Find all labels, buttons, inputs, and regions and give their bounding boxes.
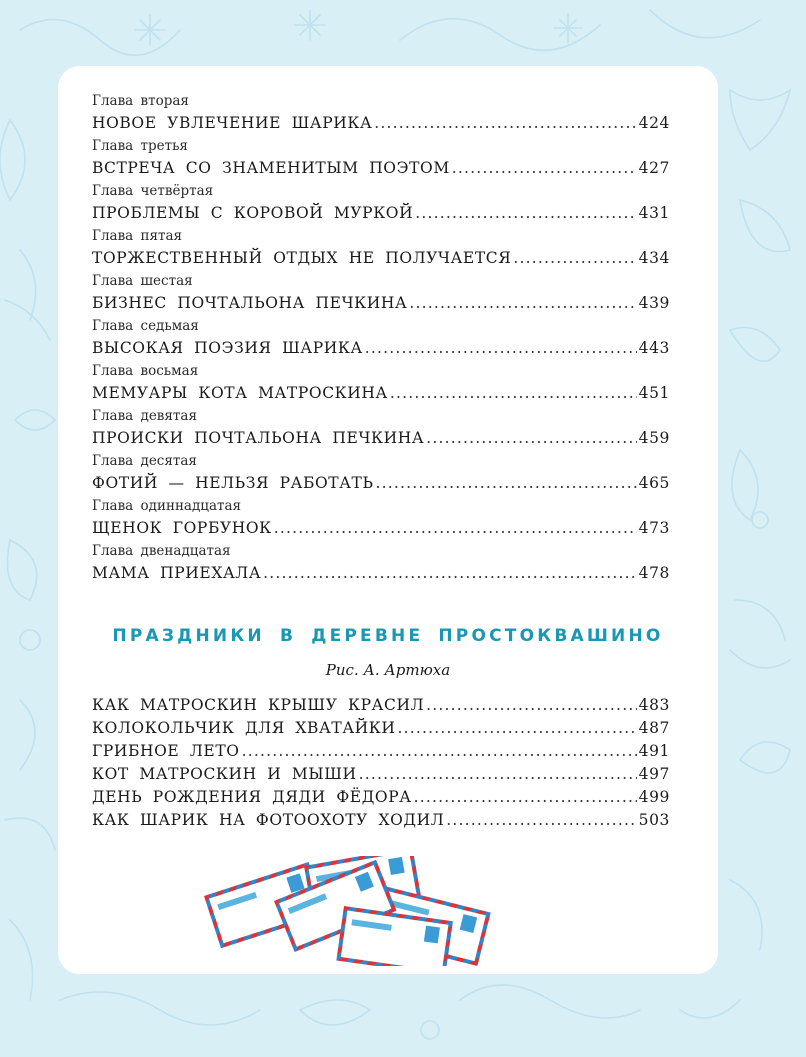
chapter-label: Глава девятая xyxy=(92,408,197,424)
toc-entry[interactable] xyxy=(92,202,670,225)
entry-title: МАМА ПРИЕХАЛА xyxy=(92,564,262,582)
dot-leader xyxy=(398,717,637,740)
chapter-label: Глава шестая xyxy=(92,273,193,289)
chapter-label: Глава третья xyxy=(92,138,188,154)
toc-entry[interactable] xyxy=(92,112,670,135)
dot-leader xyxy=(513,247,636,270)
entry-title: ТОРЖЕСТВЕННЫЙ ОТДЫХ НЕ ПОЛУЧАЕТСЯ xyxy=(92,249,512,267)
page-number: 424 xyxy=(638,114,670,132)
chapter-label: Глава вторая xyxy=(92,93,189,109)
entry-title: БИЗНЕС ПОЧТАЛЬОНА ПЕЧКИНА xyxy=(92,294,408,312)
toc-entry[interactable] xyxy=(92,717,670,740)
toc-entry[interactable] xyxy=(92,472,670,495)
entry-title: НОВОЕ УВЛЕЧЕНИЕ ШАРИКА xyxy=(92,114,373,132)
envelopes-pile-icon xyxy=(184,856,514,966)
toc-entry[interactable] xyxy=(92,427,670,450)
table-of-contents xyxy=(92,90,670,585)
toc-entry[interactable] xyxy=(92,337,670,360)
toc-entry[interactable] xyxy=(92,740,670,763)
dot-leader xyxy=(374,112,636,135)
chapter-label: Глава восьмая xyxy=(92,363,199,379)
toc-entry[interactable] xyxy=(92,562,670,585)
page-number: 499 xyxy=(638,788,670,806)
table-of-contents-section xyxy=(92,694,670,832)
page-number: 439 xyxy=(638,294,670,312)
chapter-label: Глава одиннадцатая xyxy=(92,498,242,514)
entry-title: ДЕНЬ РОЖДЕНИЯ ДЯДИ ФЁДОРА xyxy=(92,788,412,806)
entry-title: МЕМУАРЫ КОТА МАТРОСКИНА xyxy=(92,384,388,402)
page-number: 487 xyxy=(638,719,670,737)
page-number: 427 xyxy=(638,159,670,177)
chapter-label: Глава седьмая xyxy=(92,318,199,334)
page-number: 473 xyxy=(638,519,670,537)
dot-leader xyxy=(359,763,637,786)
dot-leader xyxy=(452,157,637,180)
entry-title: ФОТИЙ — НЕЛЬЗЯ РАБОТАТЬ xyxy=(92,474,374,492)
entry-title: ГРИБНОЕ ЛЕТО xyxy=(92,742,240,760)
entry-title: ВЫСОКАЯ ПОЭЗИЯ ШАРИКА xyxy=(92,339,363,357)
toc-entry[interactable] xyxy=(92,809,670,832)
toc-entry[interactable] xyxy=(92,517,670,540)
page-number: 434 xyxy=(638,249,670,267)
dot-leader xyxy=(242,740,637,763)
dot-leader xyxy=(409,292,636,315)
dot-leader xyxy=(365,337,637,360)
page-number: 431 xyxy=(638,204,670,222)
page-number: 465 xyxy=(638,474,670,492)
entry-title: КАК ШАРИК НА ФОТООХОТУ ХОДИЛ xyxy=(92,811,445,829)
dot-leader xyxy=(426,694,636,717)
illustrator-credit: Рис. А. Артюха xyxy=(325,661,451,679)
page-number: 503 xyxy=(638,811,670,829)
entry-title: КОТ МАТРОСКИН И МЫШИ xyxy=(92,765,357,783)
dot-leader xyxy=(426,427,636,450)
toc-entry[interactable] xyxy=(92,694,670,717)
page-number: 451 xyxy=(638,384,670,402)
toc-entry[interactable] xyxy=(92,292,670,315)
dot-leader xyxy=(390,382,637,405)
entry-title: ВСТРЕЧА СО ЗНАМЕНИТЫМ ПОЭТОМ xyxy=(92,159,450,177)
toc-entry[interactable] xyxy=(92,786,670,809)
chapter-label: Глава четвёртая xyxy=(92,183,214,199)
page-number: 478 xyxy=(638,564,670,582)
toc-entry[interactable] xyxy=(92,763,670,786)
page-number: 497 xyxy=(638,765,670,783)
dot-leader xyxy=(376,472,637,495)
page-number: 443 xyxy=(638,339,670,357)
entry-title: ПРОИСКИ ПОЧТАЛЬОНА ПЕЧКИНА xyxy=(92,429,425,447)
dot-leader xyxy=(263,562,636,585)
dot-leader xyxy=(415,202,636,225)
entry-title: КАК МАТРОСКИН КРЫШУ КРАСИЛ xyxy=(92,696,425,714)
dot-leader xyxy=(414,786,637,809)
entry-title: КОЛОКОЛЬЧИК ДЛЯ ХВАТАЙКИ xyxy=(92,719,396,737)
entry-title: ЩЕНОК ГОРБУНОК xyxy=(92,519,272,537)
page-number: 491 xyxy=(638,742,670,760)
entry-title: ПРОБЛЕМЫ С КОРОВОЙ МУРКОЙ xyxy=(92,204,414,222)
section-title: ПРАЗДНИКИ В ДЕРЕВНЕ ПРОСТОКВАШИНО xyxy=(112,626,664,646)
chapter-label: Глава десятая xyxy=(92,453,197,469)
chapter-label: Глава пятая xyxy=(92,228,183,244)
dot-leader xyxy=(446,809,636,832)
dot-leader xyxy=(274,517,637,540)
toc-entry[interactable] xyxy=(92,382,670,405)
page-number: 483 xyxy=(638,696,670,714)
toc-entry[interactable] xyxy=(92,157,670,180)
page-number: 459 xyxy=(638,429,670,447)
toc-entry[interactable] xyxy=(92,247,670,270)
chapter-label: Глава двенадцатая xyxy=(92,543,231,559)
